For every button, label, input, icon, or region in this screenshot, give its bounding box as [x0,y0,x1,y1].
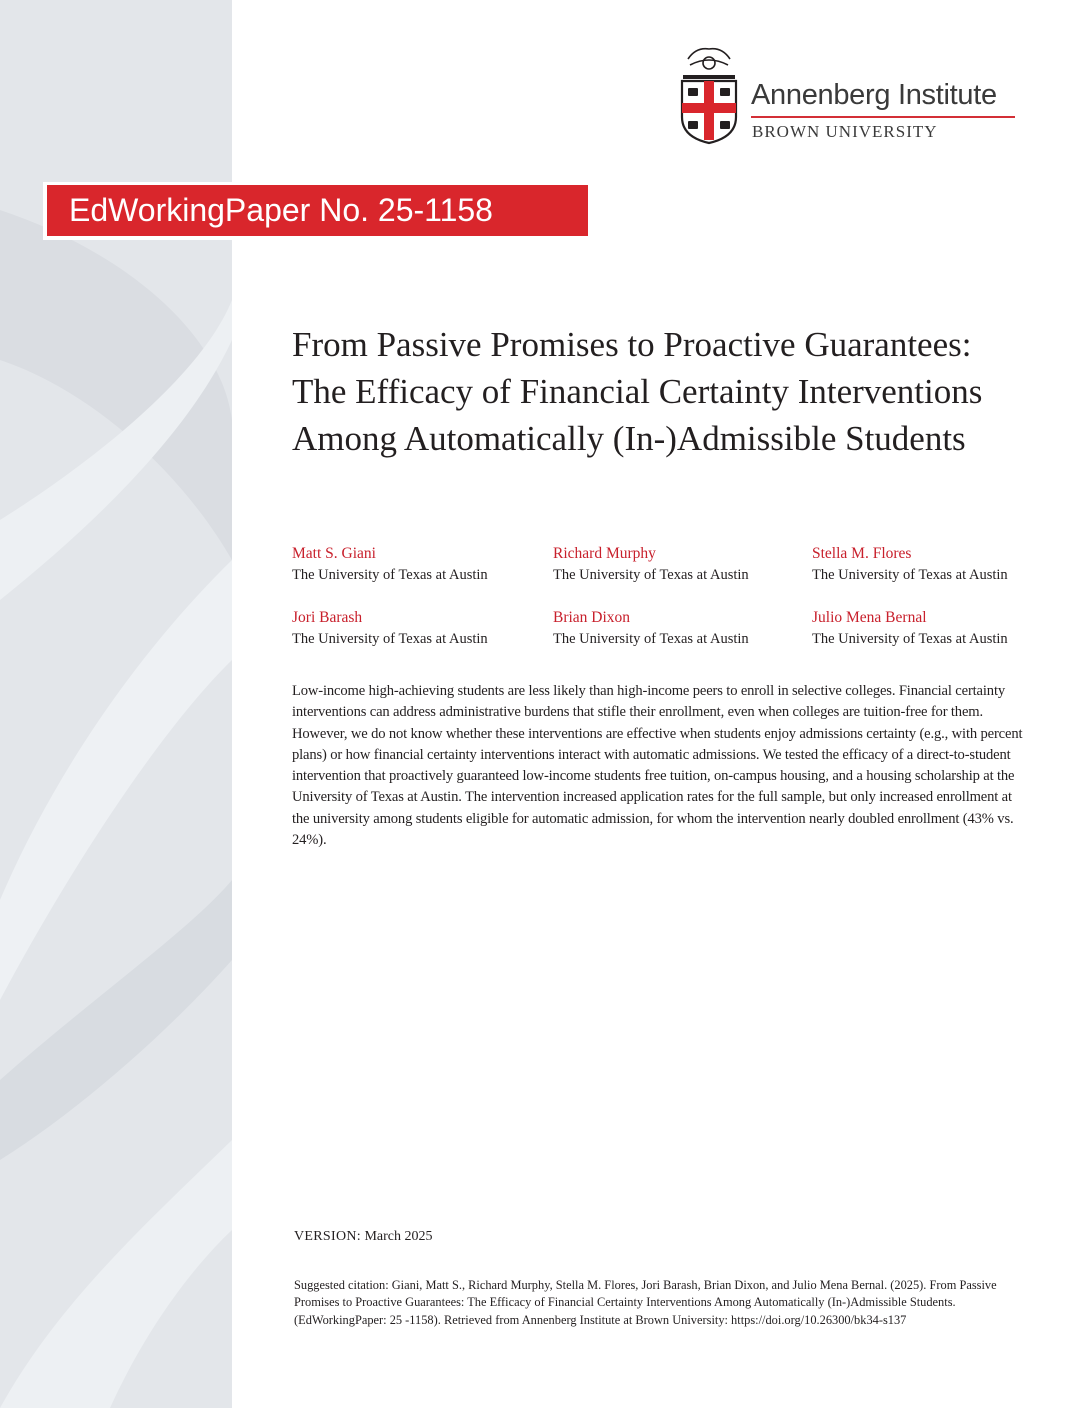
abstract-text: Low-income high-achieving students are less likely than high-income peers to enroll in selective colleges. Financial certainty interventions can address administrative burdens that stifle their enrollment, even when colleges are tuition-free for them. However, we do not know whether these interventions are effective when students enjoy admissions certainty (e.g., with percent plans) or how financial certainty interventions interact with automatic admissions. We tested the efficacy of a direct-to-student intervention that proactively guaranteed low-income students free tuition, on-campus housing, and a housing scholarship at the University of Texas at Austin. The intervention increased application rates for the full sample, but only increased enrollment at the university among students eligible for automatic admission, for whom the intervention nearly doubled enrollment (43% vs. 24%). [292,683,1023,849]
working-paper-banner [43,182,592,240]
author-affiliation: The University of Texas at Austin [292,631,488,647]
suggested-citation: Suggested citation: Giani, Matt S., Richard Murphy, Stella M. Flores, Jori Barash, Brian Dixon, and Julio Mena Bernal. (2025). From Passive Promises to Proactive Guarantees: The Efficacy of Financial Certainty Interventions Among Automatically (In-)Admissible Students. (EdWorkingPaper: 25 -1158). Retrieved from Annenberg Institute at Brown University: https://doi.org/10.26300/bk34-s137 [294,1278,997,1327]
author-affiliation: The University of Texas at Austin [812,567,1008,583]
version-label: VERSION: [294,1229,361,1244]
author-entry [553,544,803,585]
institute-name: Annenberg Institute [751,79,997,111]
author-name: Matt S. Giani [292,545,376,562]
author-name: Stella M. Flores [812,545,912,562]
paper-title: From Passive Promises to Proactive Guarantees: The Efficacy of Financial Certainty Interventions Among Automatically (In-)Admissible Students [292,325,983,458]
author-entry [812,544,1062,585]
author-entry [292,544,542,585]
author-affiliation: The University of Texas at Austin [812,631,1008,647]
university-name: BROWN UNIVERSITY [752,122,938,141]
author-affiliation: The University of Texas at Austin [553,567,749,583]
author-entry [292,608,542,649]
author-affiliation: The University of Texas at Austin [292,567,488,583]
version-line [294,1229,433,1245]
logo-divider [751,116,1015,118]
annenberg-brown-logo [678,45,1018,145]
author-entry [812,608,1062,649]
author-name: Julio Mena Bernal [812,609,927,626]
author-entry [553,608,803,649]
author-name: Brian Dixon [553,609,631,626]
working-paper-number: EdWorkingPaper No. 25-1158 [47,185,588,236]
author-affiliation: The University of Texas at Austin [553,631,749,647]
author-name: Jori Barash [292,609,363,626]
author-name: Richard Murphy [553,545,656,562]
brown-crest-icon [678,45,740,145]
version-value: March 2025 [364,1229,433,1244]
